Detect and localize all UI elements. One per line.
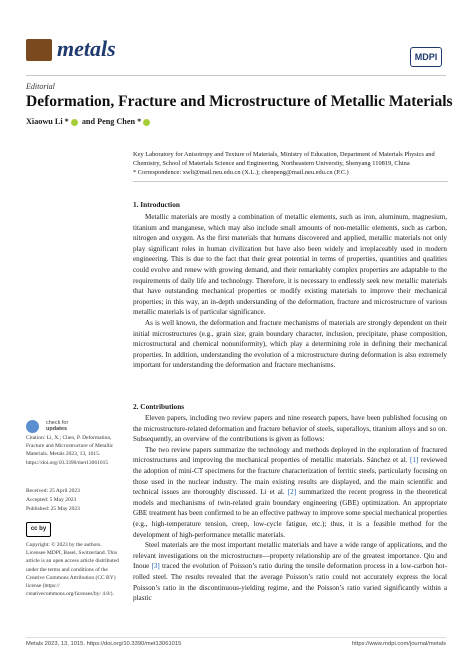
affiliation-divider	[133, 181, 448, 182]
correspondence: * Correspondence: xwli@mail.neu.edu.cn (X.L.); chenpeng@mail.neu.edu.cn (P.C.)	[133, 169, 349, 177]
cc-license-icon[interactable]: cc by	[26, 522, 51, 537]
check-updates-label: updates	[46, 426, 68, 433]
header-divider	[26, 75, 446, 76]
orcid-icon[interactable]	[71, 119, 78, 126]
orcid-icon[interactable]	[143, 119, 150, 126]
check-for-updates-button[interactable]	[26, 417, 96, 435]
citation-block: Citation: Li, X.; Chen, P. Deformation, Fracture and Microstructure of Metallic Materials. Metals 2023, 13, 1015. https://doi.org/10.3390/met13061015	[26, 435, 114, 466]
paragraph: Eleven papers, including two review papers and nine research papers, have been published focusing on the microstructure-related deformation and fracture behavior of steels, superalloys, titanium alloys and so on. Subsequently, an overview of the contributions is given as follows:	[133, 414, 447, 444]
article-title: Deformation, Fracture and Microstructure of Metallic Materials	[26, 93, 453, 110]
reference-link[interactable]: [2]	[287, 488, 297, 497]
footer-divider	[26, 637, 446, 638]
affiliation-block	[133, 150, 448, 178]
journal-logo-icon	[26, 39, 52, 61]
section-heading: 2. Contributions	[133, 402, 185, 411]
reference-link[interactable]: [1]	[409, 456, 419, 465]
footer-journal-link[interactable]: https://www.mdpi.com/journal/metals	[351, 641, 446, 647]
journal-name: metals	[57, 36, 116, 61]
reference-link[interactable]: [3]	[151, 562, 160, 571]
footer-citation[interactable]: Metals 2023, 13, 1015. https://doi.org/10.3390/met13061015	[26, 641, 182, 647]
body-text	[133, 413, 447, 604]
author-separator: and	[81, 117, 96, 126]
paragraph: Steel materials are the most important metallic materials and have a wide range of applications, and the relevant investigations on the microstructure—property relationship are of the greatest importance. Qiu and Inoue [3] traced the evolution of Poisson’s ratio during the tensile deformation process in a low-carbon hot-rolled steel. The results revealed that the average Poisson’s ratio could not accurately express the local Poisson’s ratio in the discontinuous-yielding regime, and the Poisson’s ratio varied significantly within a plastic	[133, 541, 447, 603]
published-date: Published: 25 May 2023	[26, 506, 80, 512]
publisher-logo: MDPI	[410, 47, 442, 67]
corresponding-mark: *	[64, 117, 69, 126]
received-date: Received: 25 April 2023	[26, 488, 80, 494]
section-heading: 1. Introduction	[133, 200, 180, 209]
check-updates-icon	[26, 420, 39, 433]
author-name[interactable]: Peng Chen	[97, 117, 136, 126]
paragraph: The two review papers summarize the technology and methods deployed in the exploration of fractured microstructures and improving the mechanical properties of metallic materials. Sánchez et al. [1] reviewed the adoption of mini-CT specimens for the fracture characterization of ferritic steels, particularly focusing on those used in the nuclear industry. The main existing results are displayed, and the main scientific and technical issues are thoroughly discussed. Li et al. [2] summarized the recent progress in the theoretical models and mechanisms of twin-related grain boundary engineering (GBE) optimization. An appropriate GBE treatment has been confirmed to be an effective pathway to improve some special mechanical properties (e.g., high-temperature tension, creep, low-cycle fatigue, etc.); thus, it is a feasible method for the development of high-performance metallic materials.	[133, 445, 447, 539]
accepted-date: Accepted: 5 May 2023	[26, 497, 77, 503]
copyright-block: Copyright: © 2023 by the authors. Licensee MDPI, Basel, Switzerland. This article is an open access article distributed under the terms and conditions of the Creative Commons Attribution (CC BY) license (https:// creativecommons.org/licenses/by/ 4.0/).	[26, 542, 119, 598]
article-type: Editorial	[26, 82, 55, 91]
affiliation: Key Laboratory for Anisotropy and Texture of Materials, Ministry of Education, Department of Materials Physics and Chemistry, School of Materials Science and Engineering, Northeastern University, Shenyang 110819, China	[133, 151, 435, 168]
body-text	[133, 212, 447, 371]
corresponding-mark: *	[137, 117, 142, 126]
author-name[interactable]: Xiaowu Li	[26, 117, 63, 126]
check-updates-label: check for	[46, 419, 69, 426]
paragraph: Metallic materials are mostly a combination of metallic elements, such as iron, aluminum, magnesium, titanium and manganese, which may also include small amounts of non-metallic elements, such as carbon, nitrogen and oxygen. As the first materials that humans discovered and applied, metallic materials not only play significant roles in human civilization but have also been widely and irreplaceably used in modern engineering. This is due to the fact that their great potential in terms of properties, quantities and qualities could evolve and renew with growing demand, and their remarkably complex properties are adaptable to the requirements of daily life and technology. Therefore, it is necessary to endlessly seek new metallic materials that have outstanding mechanical properties or modify existing materials to improve their mechanical properties; in this way, an in-depth understanding of the deformation, fracture and microstructure of various metallic materials is of particular significance.	[133, 213, 447, 317]
paragraph: As is well known, the deformation and fracture mechanisms of materials are strongly dependent on their initial microstructures (e.g., grain size, grain boundary character, inclusion, precipitate, phase composition, microstructural and chemical nonuniformity), which play a determining role in defining their mechanical properties. In addition, understanding the evolution of a microstructure during deformation is also extremely important for understanding the deformation and fracture mechanisms.	[133, 318, 447, 370]
author-line	[26, 117, 152, 126]
